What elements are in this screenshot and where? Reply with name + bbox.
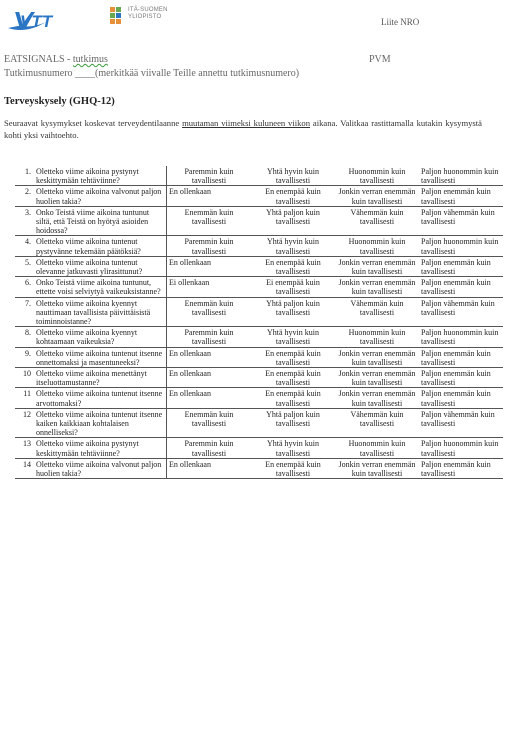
answer-option[interactable]: Paljon huonommin kuin tavallisesti bbox=[419, 327, 503, 347]
question-text: Oletteko viime aikoina tuntenut pystyvänne tekemään päätöksiä? bbox=[34, 236, 167, 256]
vtt-logo-text: VTT bbox=[20, 12, 53, 31]
answer-option[interactable]: Yhtä hyvin kuin tavallisesti bbox=[251, 327, 335, 347]
question-row bbox=[15, 166, 503, 186]
answer-option[interactable]: Paremmin kuin tavallisesti bbox=[167, 236, 252, 256]
page-title: Terveyskysely (GHQ-12) bbox=[4, 96, 115, 107]
answer-option[interactable]: En ollenkaan bbox=[167, 458, 252, 478]
question-text: Oletteko viime aikoina tuntenut itsenne arvottomaksi? bbox=[34, 388, 167, 408]
answer-option[interactable]: Yhtä paljon kuin tavallisesti bbox=[251, 408, 335, 438]
question-row bbox=[15, 256, 503, 276]
intro-part2: aikana. Valitkaa rastittamalla kutakin kysymystä kohti yksi vaihtoehto. bbox=[4, 118, 482, 140]
answer-option[interactable]: Yhtä hyvin kuin tavallisesti bbox=[251, 166, 335, 186]
answer-option[interactable]: Paljon vähemmän kuin tavallisesti bbox=[419, 408, 503, 438]
answer-option[interactable]: Yhtä hyvin kuin tavallisesti bbox=[251, 438, 335, 458]
answer-option[interactable]: Jonkin verran enemmän kuin tavallisesti bbox=[335, 368, 419, 388]
intro-underlined: muutaman viimeksi kuluneen viikon bbox=[182, 118, 311, 128]
answer-option[interactable]: Jonkin verran enemmän kuin tavallisesti bbox=[335, 347, 419, 367]
answer-option[interactable]: Paljon enemmän kuin tavallisesti bbox=[419, 256, 503, 276]
question-row bbox=[15, 297, 503, 327]
question-number: 7. bbox=[15, 297, 34, 327]
question-number: 8. bbox=[15, 327, 34, 347]
question-row bbox=[15, 347, 503, 367]
answer-option[interactable]: Jonkin verran enemmän kuin tavallisesti bbox=[335, 256, 419, 276]
question-number: 2. bbox=[15, 186, 34, 206]
answer-option[interactable]: En ollenkaan bbox=[167, 186, 252, 206]
project-word: tutkimus bbox=[72, 54, 108, 65]
question-number: 6. bbox=[15, 277, 34, 297]
question-number: 9. bbox=[15, 347, 34, 367]
question-text: Oletteko viime aikoina valvonut paljon huolien takia? bbox=[34, 458, 167, 478]
answer-option[interactable]: Paremmin kuin tavallisesti bbox=[167, 327, 252, 347]
vtt-logo bbox=[6, 8, 74, 34]
question-number: 1. bbox=[15, 166, 34, 186]
answer-option[interactable]: Paljon vähemmän kuin tavallisesti bbox=[419, 206, 503, 236]
project-prefix: EATSIGNALS - bbox=[4, 54, 73, 65]
answer-option[interactable]: Paljon enemmän kuin tavallisesti bbox=[419, 347, 503, 367]
answer-option[interactable]: En enempää kuin tavallisesti bbox=[251, 368, 335, 388]
question-text: Onko Teistä viime aikoina tuntunut, ettette voisi selviytyä vaikeuksistanne? bbox=[34, 277, 167, 297]
answer-option[interactable]: Paljon huonommin kuin tavallisesti bbox=[419, 236, 503, 256]
question-row bbox=[15, 327, 503, 347]
answer-option[interactable]: Huonommin kuin tavallisesti bbox=[335, 327, 419, 347]
answer-option[interactable]: Jonkin verran enemmän kuin tavallisesti bbox=[335, 388, 419, 408]
answer-option[interactable]: Paljon enemmän kuin tavallisesti bbox=[419, 388, 503, 408]
question-row bbox=[15, 186, 503, 206]
question-text: Oletteko viime aikoina valvonut paljon huolien takia? bbox=[34, 186, 167, 206]
answer-option[interactable]: Huonommin kuin tavallisesti bbox=[335, 166, 419, 186]
answer-option[interactable]: Yhtä paljon kuin tavallisesti bbox=[251, 297, 335, 327]
intro-part1: Seuraavat kysymykset koskevat terveydentilaanne bbox=[4, 118, 183, 128]
question-number: 14 bbox=[15, 458, 34, 478]
question-number: 12 bbox=[15, 408, 34, 438]
project-line bbox=[4, 54, 108, 65]
question-text: Oletteko viime aikoina tuntenut itsenne kaiken kaikkiaan kohtalaisen onnelliseksi? bbox=[34, 408, 167, 438]
answer-option[interactable]: Paljon enemmän kuin tavallisesti bbox=[419, 458, 503, 478]
questionnaire-table bbox=[15, 166, 503, 479]
research-number-field[interactable]: Tutkimusnumero ____(merkitkää viivalle Teille annettu tutkimusnumero) bbox=[4, 68, 300, 79]
answer-option[interactable]: En enempää kuin tavallisesti bbox=[251, 388, 335, 408]
answer-option[interactable]: Huonommin kuin tavallisesti bbox=[335, 236, 419, 256]
question-number: 10 bbox=[15, 368, 34, 388]
answer-option[interactable]: Enemmän kuin tavallisesti bbox=[167, 297, 252, 327]
answer-option[interactable]: En enempää kuin tavallisesti bbox=[251, 186, 335, 206]
question-text: Oletteko viime aikoina pystynyt keskittymään tehtäviinne? bbox=[34, 166, 167, 186]
question-text: Oletteko viime aikoina pystynyt keskittymään tehtäviinne? bbox=[34, 438, 167, 458]
answer-option[interactable]: Yhtä paljon kuin tavallisesti bbox=[251, 206, 335, 236]
question-text: Oletteko viime aikoina kyennyt nauttimaan tavallisista päivittäisistä toiminnoistanne? bbox=[34, 297, 167, 327]
answer-option[interactable]: En ollenkaan bbox=[167, 347, 252, 367]
question-text: Oletteko viime aikoina tuntenut olevanne jatkuvasti ylirasittunut? bbox=[34, 256, 167, 276]
answer-option[interactable]: Enemmän kuin tavallisesti bbox=[167, 206, 252, 236]
answer-option[interactable]: En enempää kuin tavallisesti bbox=[251, 458, 335, 478]
question-row bbox=[15, 458, 503, 478]
question-row bbox=[15, 438, 503, 458]
answer-option[interactable]: Paljon enemmän kuin tavallisesti bbox=[419, 186, 503, 206]
question-text: Oletteko viime aikoina menettänyt itseluottamustanne? bbox=[34, 368, 167, 388]
answer-option[interactable]: En enempää kuin tavallisesti bbox=[251, 347, 335, 367]
question-row bbox=[15, 408, 503, 438]
answer-option[interactable]: En ollenkaan bbox=[167, 256, 252, 276]
question-number: 5. bbox=[15, 256, 34, 276]
answer-option[interactable]: En enempää kuin tavallisesti bbox=[251, 256, 335, 276]
question-text: Oletteko viime aikoina kyennyt kohtaamaan vaikeuksia? bbox=[34, 327, 167, 347]
answer-option[interactable]: Enemmän kuin tavallisesti bbox=[167, 408, 252, 438]
answer-option[interactable]: Paremmin kuin tavallisesti bbox=[167, 166, 252, 186]
answer-option[interactable]: Huonommin kuin tavallisesti bbox=[335, 438, 419, 458]
question-number: 3. bbox=[15, 206, 34, 236]
question-row bbox=[15, 206, 503, 236]
answer-option[interactable]: Yhtä hyvin kuin tavallisesti bbox=[251, 236, 335, 256]
uef-logo-text: ITÄ-SUOMEN YLIOPISTO bbox=[128, 7, 168, 20]
appendix-label: Liite NRO bbox=[381, 17, 420, 27]
question-number: 4. bbox=[15, 236, 34, 256]
question-text: Onko Teistä viime aikoina tuntunut siltä, että Teistä on hyötyä asioiden hoidossa? bbox=[34, 206, 167, 236]
intro-text bbox=[4, 118, 482, 141]
question-number: 11 bbox=[15, 388, 34, 408]
answer-option[interactable]: Paljon huonommin kuin tavallisesti bbox=[419, 166, 503, 186]
question-row bbox=[15, 388, 503, 408]
answer-option[interactable]: Paljon enemmän kuin tavallisesti bbox=[419, 368, 503, 388]
answer-option[interactable]: Jonkin verran enemmän kuin tavallisesti bbox=[335, 458, 419, 478]
answer-option[interactable]: Vähemmän kuin tavallisesti bbox=[335, 206, 419, 236]
date-label: PVM bbox=[369, 54, 391, 65]
question-row bbox=[15, 236, 503, 256]
answer-option[interactable]: Jonkin verran enemmän kuin tavallisesti bbox=[335, 277, 419, 297]
page-header bbox=[0, 0, 514, 40]
answer-option[interactable]: Vähemmän kuin tavallisesti bbox=[335, 297, 419, 327]
answer-option[interactable]: Ei enempää kuin tavallisesti bbox=[251, 277, 335, 297]
question-number: 13 bbox=[15, 438, 34, 458]
answer-option[interactable]: Paremmin kuin tavallisesti bbox=[167, 438, 252, 458]
question-text: Oletteko viime aikoina tuntenut itsenne onnettomaksi ja masentuneeksi? bbox=[34, 347, 167, 367]
answer-option[interactable]: Paljon enemmän kuin tavallisesti bbox=[419, 277, 503, 297]
answer-option[interactable]: En ollenkaan bbox=[167, 368, 252, 388]
answer-option[interactable]: Ei ollenkaan bbox=[167, 277, 252, 297]
answer-option[interactable]: Jonkin verran enemmän kuin tavallisesti bbox=[335, 186, 419, 206]
answer-option[interactable]: Paljon vähemmän kuin tavallisesti bbox=[419, 297, 503, 327]
question-row bbox=[15, 277, 503, 297]
answer-option[interactable]: Paljon huonommin kuin tavallisesti bbox=[419, 438, 503, 458]
answer-option[interactable]: En ollenkaan bbox=[167, 388, 252, 408]
answer-option[interactable]: Vähemmän kuin tavallisesti bbox=[335, 408, 419, 438]
question-row bbox=[15, 368, 503, 388]
